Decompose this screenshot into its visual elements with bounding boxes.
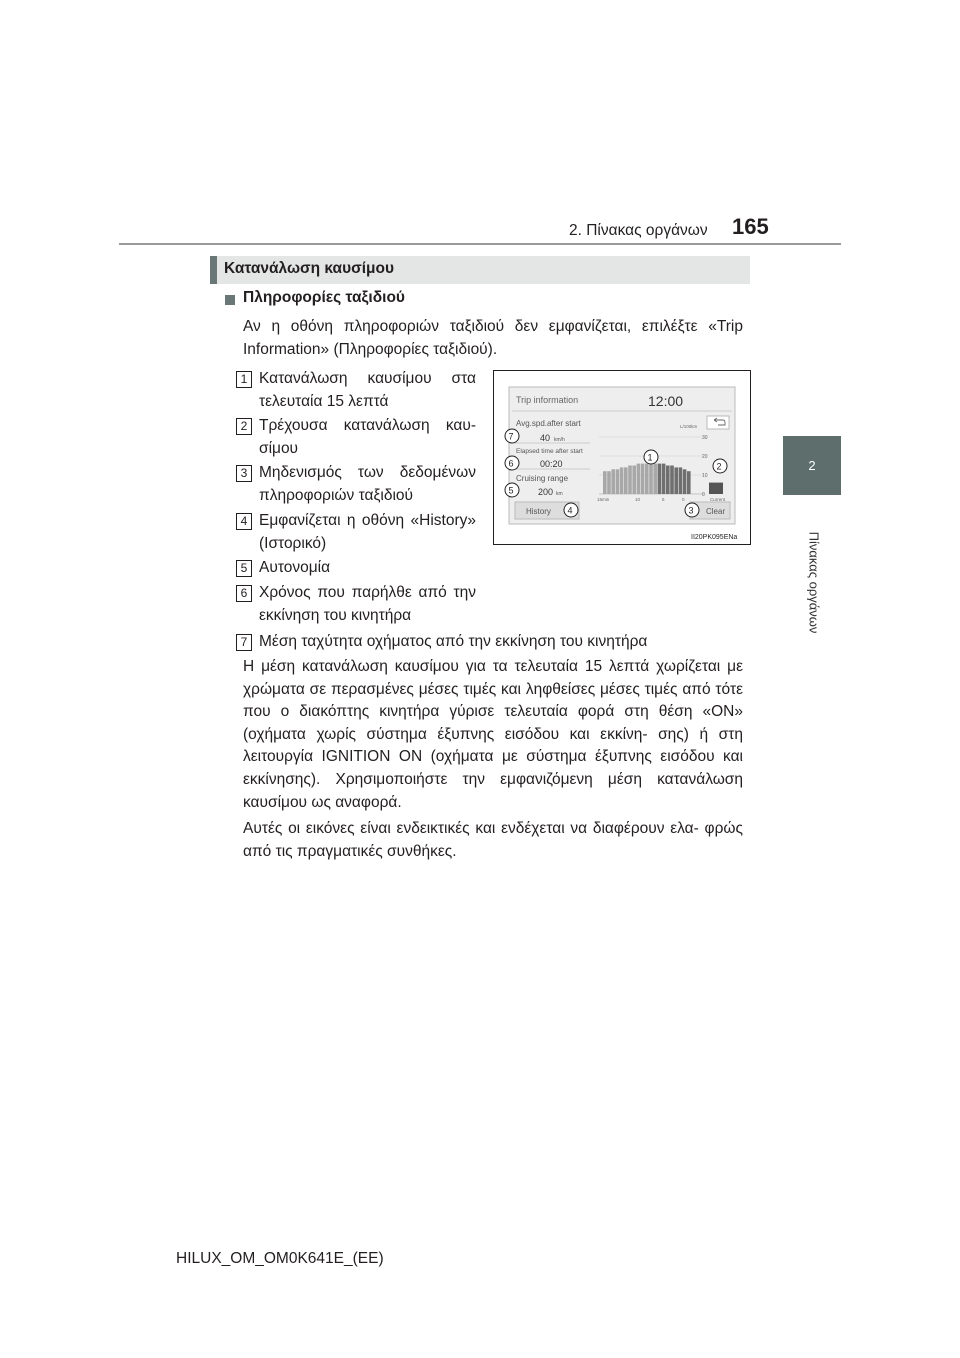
callout-item-6 [236,582,476,627]
cruising-range-value: 200 [538,487,554,497]
section-title-marker [210,256,217,284]
chart-bar-past [632,466,636,495]
callout-number: 2 [236,418,252,435]
x-tick-label: 5 [662,497,665,502]
svg-text:1: 1 [647,452,653,463]
chapter-tab-label: Πίνακας οργάνων [806,531,822,634]
callout-marker-6 [505,456,519,470]
chart-bar-recent [662,464,666,494]
callout-item-2 [236,415,476,460]
callout-text: Εμφανίζεται η οθόνη «History» (Ιστορικό) [259,512,476,552]
callout-marker-2 [713,459,727,473]
chart-bar-past [616,469,620,494]
callout-number: 3 [236,465,252,482]
chapter-tab [783,436,841,495]
figure-code: II20PK095ENa [691,534,738,541]
callout-number: 5 [236,560,252,577]
subsection-title: Πληροφορίες ταξιδιού [243,289,405,306]
x-tick-label: 15min [597,497,610,502]
callout-text: Αυτονομία [259,559,331,576]
intro-paragraph: Αν η οθόνη πληροφοριών ταξιδιού δεν εμφανίζεται, επιλέξτε «Trip Information» (Πληροφορίες ταξιδιού). [243,318,743,358]
chart-bar-past [628,466,632,495]
chart-bar-recent [674,467,678,494]
callout-text: Κατανάλωση καυσίμου στα τελευταία 15 λεπτά [259,370,476,410]
callout-item-7 [236,631,756,654]
chart-bar-recent [658,464,662,494]
svg-text:4: 4 [567,505,573,516]
callout-text: Τρέχουσα κατανάλωση καυ- σίμου [259,417,476,457]
chart-bar-past [624,467,628,494]
clear-button-label: Clear [706,507,726,516]
back-button[interactable] [707,416,729,429]
callout-number: 4 [236,513,252,530]
x-tick-label: 0 [682,497,685,502]
chart-bar-past [607,471,611,494]
chart-bar-past [645,464,649,494]
callout-item-5 [236,557,476,580]
elapsed-time-value: 00:20 [540,459,563,469]
svg-text:6: 6 [508,458,514,469]
svg-text:3: 3 [688,505,694,516]
header-section-title: 2. Πίνακας οργάνων [569,222,708,239]
cruising-range-label: Cruising range [516,474,569,483]
chart-bar-recent [666,466,670,495]
chart-bar-past [653,464,657,494]
callout-number: 7 [236,634,252,651]
avg-speed-value: 40 [540,433,551,443]
callout-item-1 [236,368,476,413]
y-tick-label: 30 [702,435,708,441]
svg-text:5: 5 [508,485,514,496]
svg-text:7: 7 [508,431,514,442]
callout-marker-1 [644,450,658,464]
section-title: Κατανάλωση καυσίμου [224,260,394,277]
elapsed-time-label: Elapsed time after start [516,448,583,455]
chart-bar-recent [670,466,674,495]
callout-marker-4 [564,503,578,517]
callout-text: Μηδενισμός των δεδομένων πληροφοριών ταξιδιού [259,464,476,504]
svg-text:2: 2 [716,461,722,472]
x-tick-label: 10 [635,497,641,502]
y-tick-label: 10 [702,473,708,479]
chart-bar-past [637,464,641,494]
callout-item-3 [236,462,476,507]
chart-bar-recent [687,471,691,494]
chart-bar-current [709,483,723,494]
avg-speed-label: Avg.spd.after start [516,419,581,428]
history-button-label: History [526,507,551,516]
disclaimer-paragraph: Αυτές οι εικόνες είναι ενδεικτικές και ενδέχεται να διαφέρουν ελα- φρώς από τις πραγματικές συνθήκες. [243,820,743,860]
screen-clock: 12:00 [648,393,684,409]
x-tick-label: Current [710,497,726,502]
chart-bar-past [649,464,653,494]
callout-item-4 [236,510,476,555]
chart-bar-recent [683,469,687,494]
callout-marker-5 [505,483,519,497]
chapter-tab-number: 2 [808,458,816,473]
trip-info-figure [493,370,751,545]
callout-text: Μέση ταχύτητα οχήματος από την εκκίνηση του κινητήρα [259,633,648,650]
y-tick-label: 20 [702,454,708,460]
avg-speed-unit: km/h [554,437,565,443]
callout-text: Χρόνος που παρήλθε από την εκκίνηση του κινητήρα [259,584,476,624]
callout-marker-3 [685,503,699,517]
chart-bar-past [603,471,607,494]
page-number: 165 [732,214,769,239]
callout-marker-7 [505,429,519,443]
chart-bar-past [641,464,645,494]
trip-info-screen [494,371,750,544]
callout-number: 6 [236,585,252,602]
callout-number: 1 [236,371,252,388]
chart-bar-past [611,469,615,494]
screen-title: Trip information [516,395,579,405]
chart-bar-past [620,467,624,494]
header-rule [119,243,841,245]
chart-bar-recent [679,467,683,494]
cruising-range-unit: km [556,491,563,497]
unit-label: L/100km [680,424,698,429]
footer-document-code: HILUX_OM_OM0K641E_(EE) [176,1250,384,1267]
bullet-square-icon [225,295,235,305]
explanation-paragraph: Η μέση κατανάλωση καυσίμου για τα τελευταία 15 λεπτά χωρίζεται με χρώματα σε περασμένες μέσες τιμές και ληφθείσες μέσες τιμές από τότε που ο διακόπτης κινητήρα γύρισε τελευταία φορά στη θέση «ON» (οχήματα χωρίς σύστημα έξυπνης εισόδου και εκκίνη- σης) ή στη λειτουργία IGNITION ON (οχήματα με σύστημα έξυπνης εισόδου και εκκίνησης). Χρησιμοποιήστε την εμφανιζόμενη μέση κατανάλωση καυσίμου ως αναφορά. [243,658,743,811]
y-tick-label: 0 [702,492,705,498]
